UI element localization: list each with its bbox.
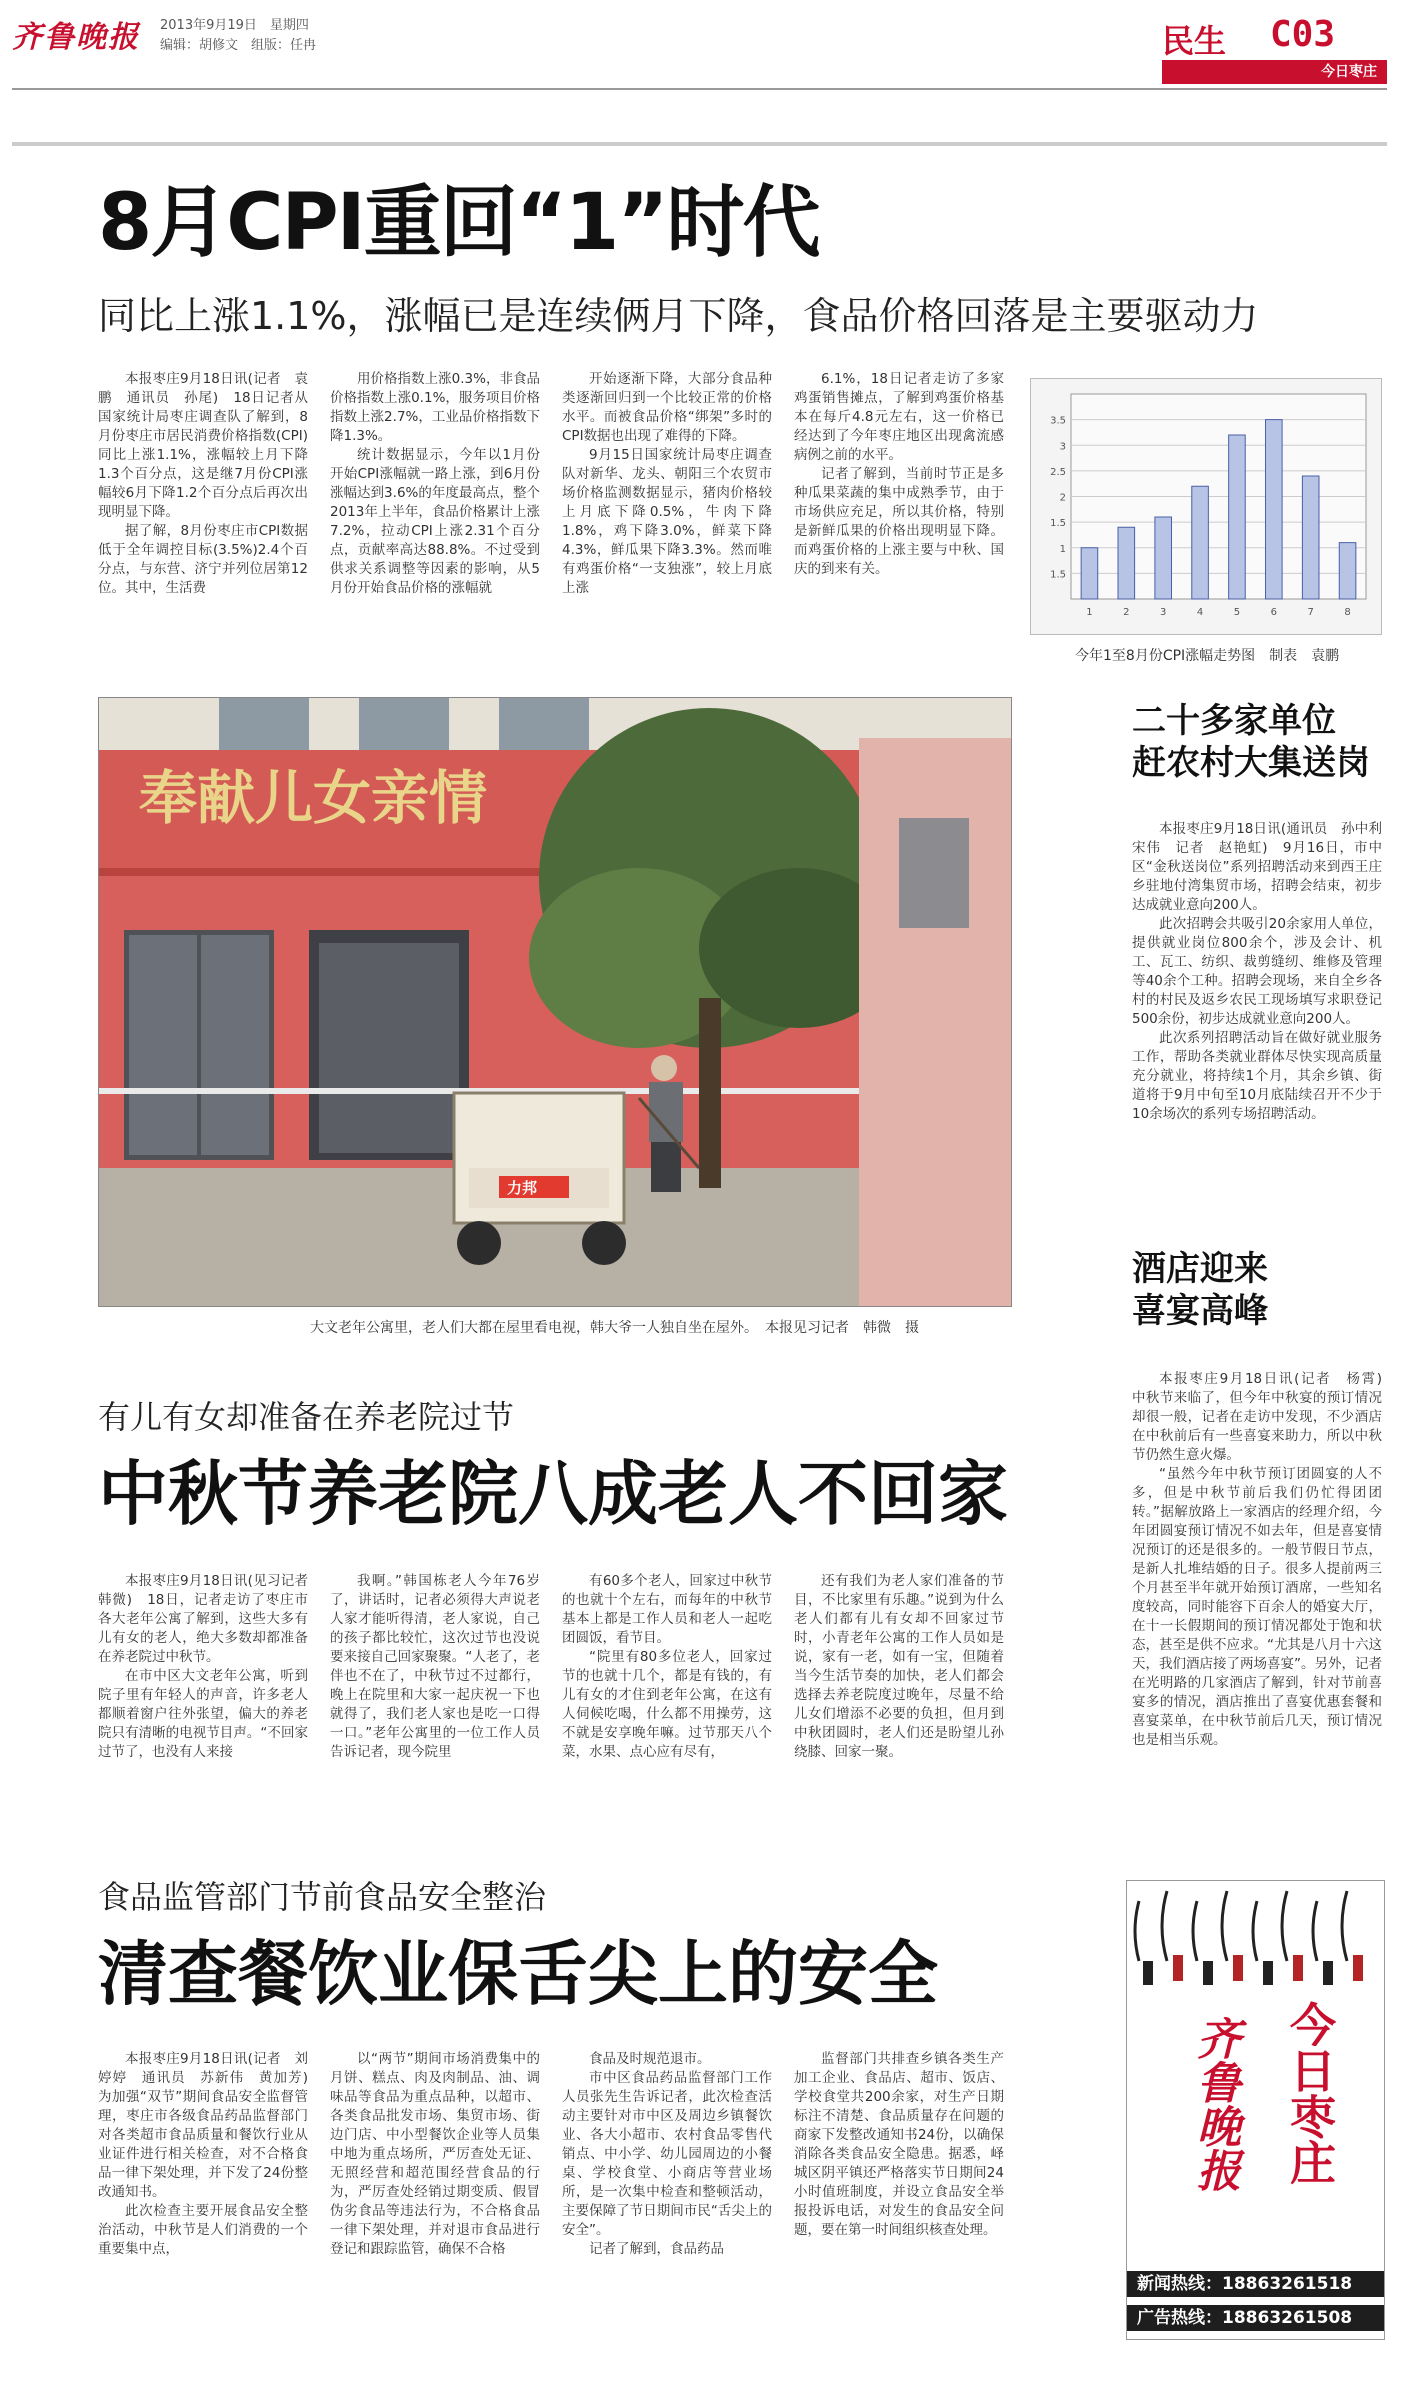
y-tick-label: 2	[1059, 492, 1066, 504]
paragraph: 有60多个老人，回家过中秋节的也就十个左右，而每年的中秋节基本上都是工作人员和老人一起吃团圆饭，看节目。	[562, 1573, 772, 1646]
story-2-column-2	[330, 1572, 540, 1762]
paragraph: 本报枣庄9月18日讯(见习记者 韩微) 18日，记者走访了枣庄市各大老年公寓了解到，这些大多有儿有女的老人，绝大多数却都准备在养老院过中秋节。	[98, 1573, 322, 1665]
masthead-logo: 齐鲁晚报	[12, 20, 140, 55]
ad-edition: 今日枣庄	[1283, 2001, 1337, 2185]
x-tick-label: 6	[1270, 607, 1277, 618]
y-tick-label: 1	[1059, 543, 1066, 555]
paragraph: 本报枣庄9月18日讯(记者 刘婷婷 通讯员 苏新伟 黄加芳) 为加强“双节”期间食品安全监督管理，枣庄市各级食品药品监督部门对各类超市食品质量和餐饮行业从业证件进行相关检查，对不合格食品一律下架处理，并下发了24份整改通知书。	[98, 2051, 322, 2200]
paragraph: 此次检查主要开展食品安全整治活动，中秋节是人们消费的一个重要集中点，	[98, 2203, 308, 2257]
x-tick-label: 2	[1123, 607, 1130, 618]
paragraph: 记者了解到，食品药品	[589, 2241, 724, 2257]
bar	[1155, 517, 1172, 599]
paragraph: 6.1%，18日记者走访了多家鸡蛋销售摊点，了解到鸡蛋价格基本在每斤4.8元左右，这一价格已经达到了今年枣庄地区出现禽流感病例之前的水平。	[794, 371, 1004, 463]
story-2-headline: 中秋节养老院八成老人不回家	[98, 1453, 1008, 1535]
x-tick-label: 7	[1307, 607, 1314, 618]
x-tick-label: 4	[1196, 607, 1204, 618]
paragraph: 9月15日国家统计局枣庄调查队对新华、龙头、朝阳三个农贸市场价格监测数据显示，猪肉价格较上月底下降0.5%，牛肉下降1.8%，鸡下降3.0%，鲜菜下降4.3%，鲜瓜果下降3.3%。然而唯有鸡蛋价格“一支独涨”，较上月底上涨	[562, 447, 772, 596]
lead-headline: 8月CPI重回“1”时代	[98, 178, 819, 268]
paragraph: 本报枣庄9月18日讯(记者 杨霄) 中秋节来临了，但今年中秋宴的预订情况却很一般，记者在走访中发现，不少酒店在中秋前后有一些喜宴来助力，所以中秋节仍然生意火爆。	[1132, 1371, 1396, 1463]
x-tick-label: 5	[1233, 607, 1241, 618]
paragraph: “院里有80多位老人，回家过节的也就十几个，都是有钱的，有儿有女的才住到老年公寓，在这有人伺候吃喝，什么都不用操劳，这不就是安享晚年嘛。过节那天八个菜，水果、点心应有尽有，	[562, 1649, 772, 1760]
paragraph: 还有我们为老人家们准备的节目，不比家里有乐趣。”说到为什么老人们都有儿有女却不回家过节时，小青老年公寓的工作人员如是说，家有一老，如有一宝，但随着当今生活节奏的加快，老人们都会选择去养老院度过晚年，尽量不给儿女们增添不必要的负担，但月到中秋团圆时，老人们还是盼望儿孙绕膝、回家一聚。	[794, 1573, 1004, 1760]
photo-illustration	[99, 698, 1011, 1306]
story-3-column-4	[794, 2050, 1004, 2240]
x-tick-label: 3	[1160, 607, 1167, 618]
paragraph: “虽然今年中秋节预订团圆宴的人不多，但是中秋节前后我们仍忙得团团转。”据解放路上一家酒店的经理介绍，今年团圆宴预订情况不如去年，但是喜宴情况预订的还是很多的。一般节假日节点，是新人扎堆结婚的日子。很多人提前两三个月甚至半年就开始预订酒席，一些知名度较高，同时能容下百余人的婚宴大厅，在十一长假期间的预订情况都处于饱和状态，甚至是供不应求。“尤其是八月十六这天，我们酒店接了两场喜宴”。另外，记者在光明路的几家酒店了解到，针对节前喜宴多的情况，酒店推出了喜宴优惠套餐和喜宴菜单，在中秋节前后几天，预订情况也是相当乐观。	[1132, 1466, 1382, 1748]
bar	[1081, 548, 1098, 599]
tricycle-brand: 力邦	[507, 1179, 538, 1197]
story-2-column-3	[562, 1572, 772, 1762]
side-story-2-title	[1132, 1248, 1268, 1332]
y-tick-label: 1.5	[1050, 569, 1066, 581]
ad-hotline: 广告热线：18863261508	[1127, 2305, 1384, 2331]
title-line: 二十多家单位	[1132, 701, 1336, 741]
edition-tag: 今日枣庄	[1162, 60, 1387, 84]
y-tick-label: 2.5	[1050, 466, 1066, 478]
y-tick-label: 1.5	[1050, 518, 1066, 530]
paragraph: 此次招聘会共吸引20余家用人单位，提供就业岗位800余个，涉及会计、机工、瓦工、纺织、裁剪缝纫、维修及管理等40余个工种。招聘会现场，来自全乡各村的村民及返乡农民工现场填写求职登记500余份，初步达成就业意向200人。	[1132, 916, 1382, 1027]
lead-column-1	[98, 370, 308, 598]
side-story-1-title	[1132, 700, 1370, 784]
story-3-column-2	[330, 2050, 540, 2259]
paragraph: 开始逐渐下降，大部分食品种类逐渐回归到一个比较正常的价格水平。而被食品价格“绑架”多时的CPI数据也出现了难得的下降。	[562, 371, 772, 444]
bar	[1229, 435, 1246, 599]
nursing-home-photo	[98, 697, 1012, 1307]
paragraph: 本报枣庄9月18日讯(通讯员 孙中利 宋伟 记者 赵艳虹) 9月16日，市中区“金秋送岗位”系列招聘活动来到西王庄乡驻地付湾集贸市场，招聘会结束，初步达成就业意向200人。	[1132, 821, 1396, 913]
cpi-chart	[1030, 378, 1382, 635]
y-tick-label: 3	[1059, 441, 1066, 453]
header-rule	[12, 88, 1387, 90]
bar	[1339, 543, 1356, 599]
paragraph: 统计数据显示，今年以1月份开始CPI涨幅就一路上涨，到6月份涨幅达到3.6%的年度最高点，整个2013年上半年，食品价格累计上涨7.2%，拉动CPI上涨2.31个百分点，贡献率高达88.8%。不过受到供求关系调整等因素的影响，从5月份开始食品价格的涨幅就	[330, 447, 540, 596]
paragraph: 在市中区大文老年公寓，听到院子里有年轻人的声音，许多老人都顺着窗户往外张望，偏大的养老院只有清晰的电视节目声。“不回家过节了，也没有人来接	[98, 1668, 308, 1760]
paragraph: 食品及时规范退市。	[589, 2051, 711, 2067]
lead-column-2	[330, 370, 540, 598]
paragraph: 以“两节”期间市场消费集中的月饼、糕点、肉及肉制品、油、调味品等食品为重点品种，以超市、各类食品批发市场、集贸市场、街边门店、中小型餐饮企业等人员集中地为重点场所，严厉查处无证、无照经营和超范围经营食品的行为，严厉查处经销过期变质、假冒伪劣食品等违法行为，不合格食品一律下架处理，并对退市食品进行登记和跟踪监管，确保不合格	[330, 2051, 540, 2257]
story-2-kicker: 有儿有女却准备在养老院过节	[98, 1398, 515, 1436]
page-number: C03	[1270, 14, 1336, 55]
title-line: 喜宴高峰	[1132, 1291, 1268, 1331]
editor-credits: 编辑：胡修文 组版：任冉	[160, 38, 317, 53]
paragraph: 监督部门共排查乡镇各类生产加工企业、食品店、超市、饭店、学校食堂共200余家，对生产日期标注不清楚、食品质量存在问题的商家下发整改通知书24份，以确保消除各类食品安全隐患。据悉，峄城区阴平镇还严格落实节日期间24小时值班制度，并设立食品安全举报投诉电话，对发生的食品安全问题，要在第一时间组织核查处理。	[794, 2051, 1004, 2238]
bar	[1118, 527, 1135, 599]
news-hotline: 新闻热线：18863261518	[1127, 2271, 1384, 2297]
side-story-2-body	[1132, 1370, 1396, 1750]
lead-column-3	[562, 370, 772, 598]
bar	[1302, 476, 1319, 599]
section-label: 民生	[1162, 22, 1227, 60]
ad-logo: 齐鲁晚报	[1189, 2016, 1240, 2192]
story-3-headline: 清查餐饮业保舌尖上的安全	[98, 1933, 938, 2015]
hotline-ad	[1126, 1880, 1385, 2340]
story-2-column-4	[794, 1572, 1004, 1762]
story-2-column-1	[98, 1572, 322, 1762]
paragraph: 记者了解到，当前时节正是多种瓜果菜蔬的集中成熟季节，由于市场供应充足，所以其价格，特别是新鲜瓜果的价格出现明显下降。而鸡蛋价格的上涨主要与中秋、国庆的到来有关。	[794, 466, 1004, 577]
y-tick-label: 3.5	[1050, 415, 1066, 427]
title-line: 酒店迎来	[1132, 1249, 1268, 1289]
x-tick-label: 8	[1344, 607, 1351, 618]
paragraph: 我啊。”韩国栋老人今年76岁了，讲话时，记者必须得大声说老人家才能听得清，老人家说，自己的孩子都比较忙，这次过节也没说要来接自己回家聚聚。“人老了，老伴也不在了，中秋节过不过都行，晚上在院里和大家一起庆祝一下也就得了，我们老人家也是吃一口得一口。”老年公寓里的一位工作人员告诉记者，现今院里	[330, 1573, 540, 1760]
paragraph: 本报枣庄9月18日讯(记者 袁鹏 通讯员 孙尾) 18日记者从国家统计局枣庄调查队了解到，8月份枣庄市居民消费价格指数(CPI)同比上涨1.1%，涨幅较上月下降1.3个百分点，这是继7月份CPI涨幅较6月下降1.2个百分点后再次出现明显下降。	[98, 371, 308, 520]
wall-sign: 奉献儿女亲情	[139, 764, 488, 832]
x-tick-label: 1	[1086, 607, 1093, 618]
paragraph: 此次系列招聘活动旨在做好就业服务工作，帮助各类就业群体尽快实现高质量充分就业，将持续1个月，其余乡镇、街道将于9月中旬至10月底陆续召开不少于10余场次的系列专场招聘活动。	[1132, 1030, 1382, 1122]
lead-subhead: 同比上涨1.1%，涨幅已是连续俩月下降，食品价格回落是主要驱动力	[98, 294, 1259, 338]
paragraph: 用价格指数上涨0.3%，非食品价格指数上涨0.1%，服务项目价格指数上涨2.7%，工业品价格指数下降1.3%。	[330, 371, 540, 444]
chart-caption: 今年1至8月份CPI涨幅走势图 制表 袁鹏	[1075, 648, 1340, 664]
header-rule-thick	[12, 142, 1387, 146]
telephone-handsets-icon	[1127, 1881, 1384, 2001]
issue-date: 2013年9月19日 星期四	[160, 18, 309, 33]
story-3-column-3	[562, 2050, 772, 2259]
bar	[1192, 486, 1209, 599]
story-3-column-1	[98, 2050, 322, 2259]
lead-column-4	[794, 370, 1004, 579]
bar	[1266, 420, 1283, 599]
photo-caption: 大文老年公寓里，老人们大都在屋里看电视，韩大爷一人独自坐在屋外。 本报见习记者 韩微 摄	[310, 1320, 919, 1336]
paragraph: 市中区食品药品监督部门工作人员张先生告诉记者，此次检查活动主要针对市中区及周边乡镇餐饮业、各大小超市、农村食品零售代销点、中小学、幼儿园周边的小餐桌、学校食堂、小商店等营业场所，是一次集中检查和整顿活动，主要保障了节日期间市民“舌尖上的安全”。	[562, 2070, 772, 2238]
paragraph: 据了解，8月份枣庄市CPI数据低于全年调控目标(3.5%)2.4个百分点，与东营、济宁并列位居第12位。其中，生活费	[98, 523, 308, 596]
story-3-kicker: 食品监管部门节前食品安全整治	[98, 1878, 547, 1916]
side-story-1-body	[1132, 820, 1396, 1124]
cpi-chart-svg	[1031, 379, 1381, 634]
title-line: 赶农村大集送岗	[1132, 743, 1370, 783]
